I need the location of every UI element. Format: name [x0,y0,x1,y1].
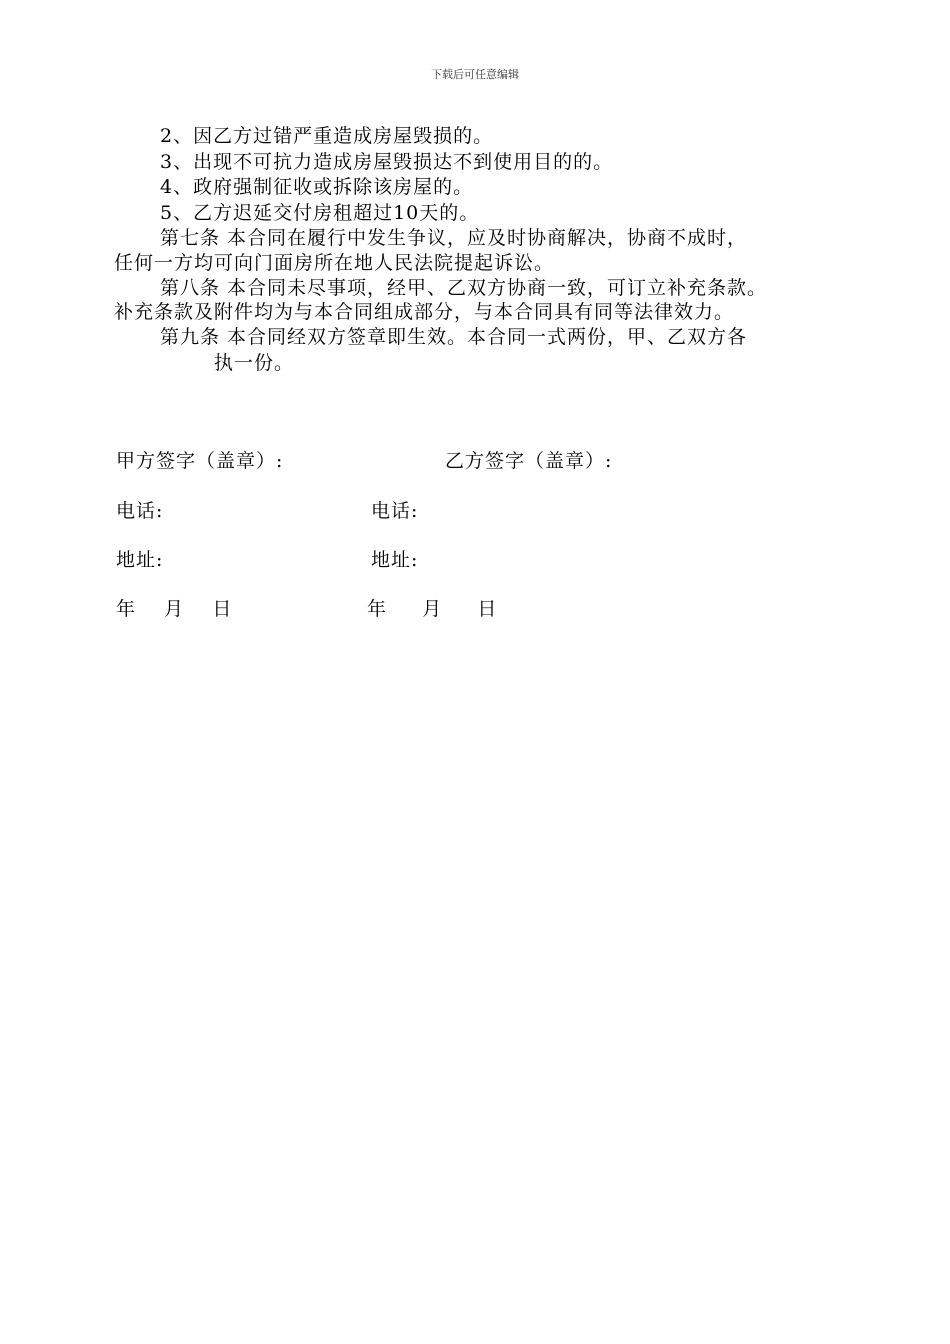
party-a-phone-label: 电话: [116,500,164,522]
clause-item-4: 4、政府强制征收或拆除该房屋的。 [160,176,474,198]
party-b-date-label: 年 月 日 [367,598,498,620]
article-7-line-1: 第七条 本合同在履行中发生争议，应及时协商解决，协商不成时， [160,227,748,249]
article-7-line-2: 任何一方均可向门面房所在地人民法院提起诉讼。 [114,252,555,274]
article-8-line-1: 第八条 本合同未尽事项，经甲、乙双方协商一致，可订立补充条款。 [160,277,768,299]
clause-item-2: 2、因乙方过错严重造成房屋毁损的。 [160,125,494,147]
party-b-signature-label: 乙方签字（盖章）: [445,450,613,472]
party-a-address-label: 地址: [116,549,164,571]
clause-item-3: 3、出现不可抗力造成房屋毁损达不到使用目的的。 [160,151,614,173]
article-9-line-2: 执一份。 [214,352,295,374]
clause-item-5: 5、乙方迟延交付房租超过10天的。 [160,202,480,224]
party-b-phone-label: 电话: [371,500,419,522]
party-b-address-label: 地址: [371,549,419,571]
party-a-signature-label: 甲方签字（盖章）: [116,450,284,472]
party-a-date-label: 年 月 日 [116,598,233,620]
page-header-note: 下载后可任意编辑 [431,68,519,81]
article-9-line-1: 第九条 本合同经双方签章即生效。本合同一式两份，甲、乙双方各 [160,326,748,348]
article-8-line-2: 补充条款及附件均为与本合同组成部分，与本合同具有同等法律效力。 [114,301,735,323]
